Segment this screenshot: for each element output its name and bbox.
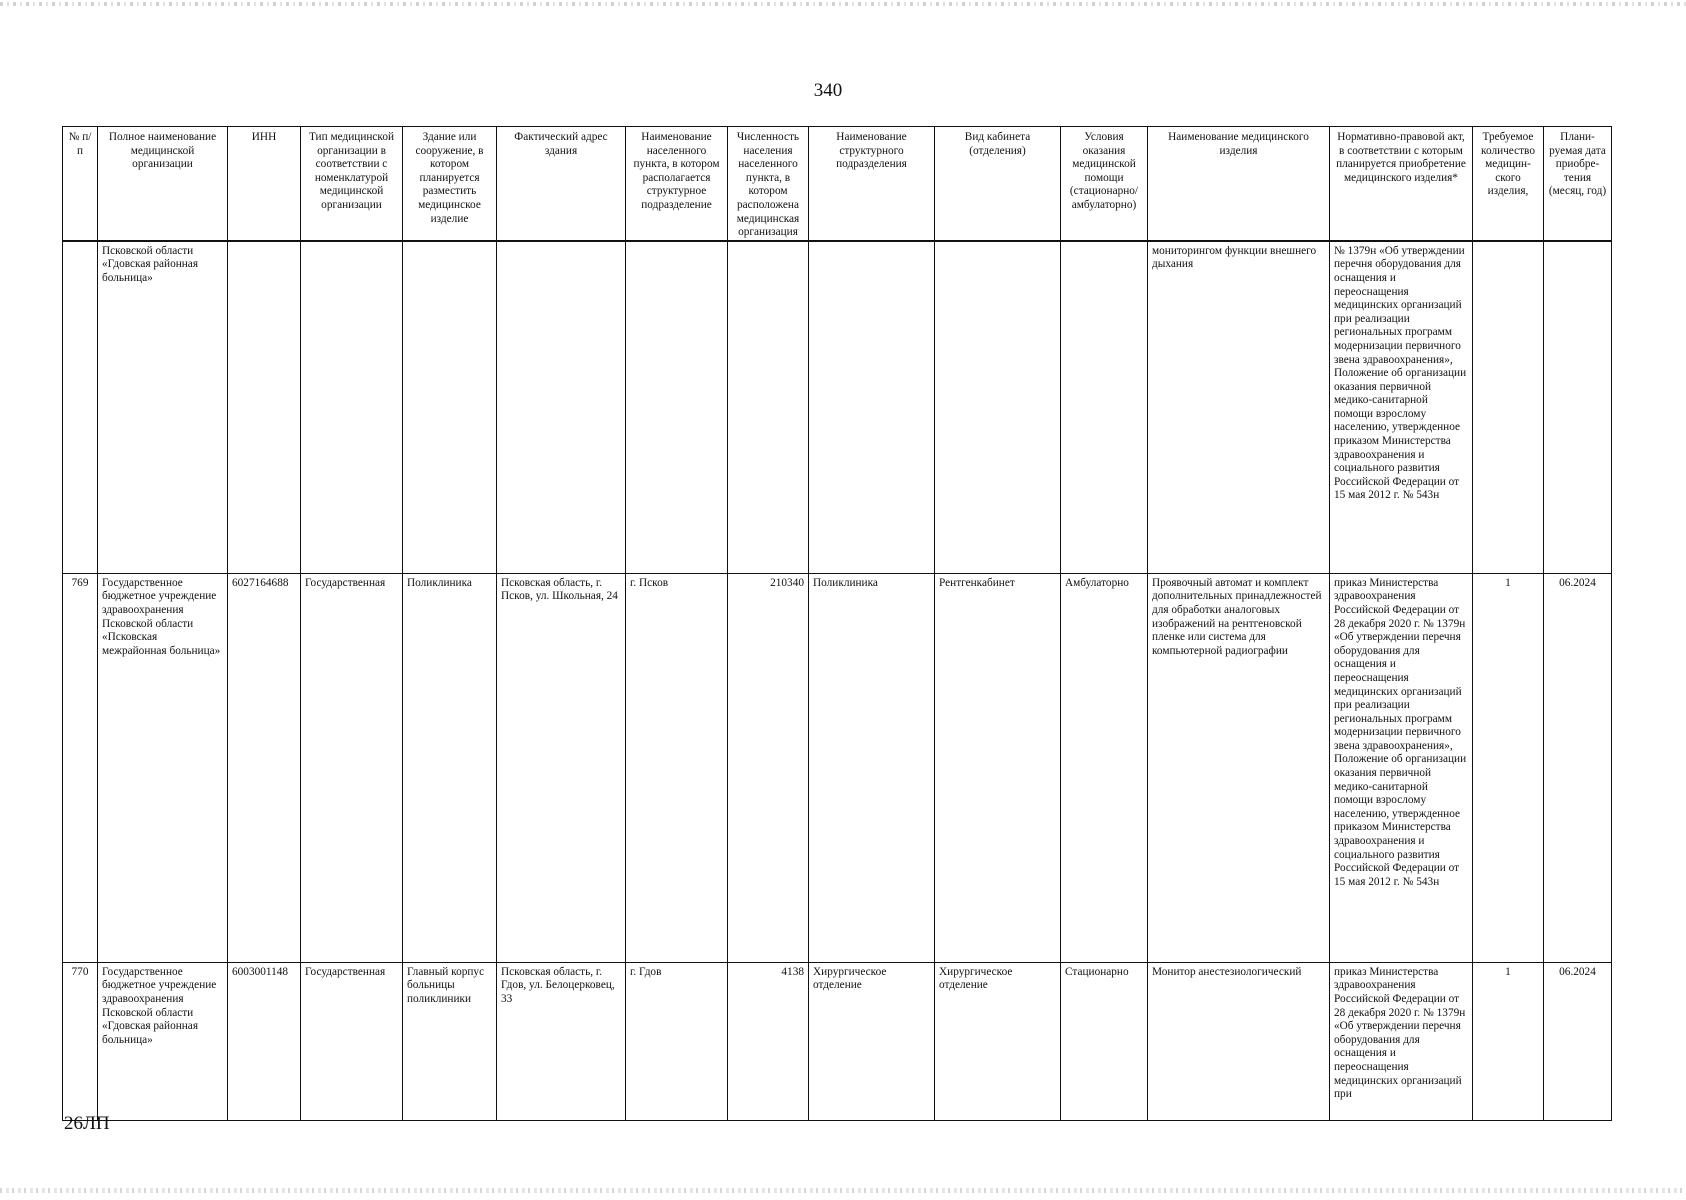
- header-act: Нормативно-правовой акт, в соответствии с которым планируется приобретение медицинского изделия*: [1330, 127, 1473, 241]
- header-cabinet: Вид кабинета (отделения): [935, 127, 1061, 241]
- scan-edge-top: [0, 2, 1686, 6]
- cell-device: Проявочный автомат и комплект дополнительных принадлежностей для обработки аналоговых изображений на рентгеновской пленке или система для компьютерной радиографии: [1148, 573, 1330, 962]
- cell-conditions: Стационарно: [1061, 962, 1148, 1120]
- cell-conditions: [1061, 241, 1148, 574]
- cell-address: Псковская область, г. Гдов, ул. Белоцерковец, 33: [497, 962, 626, 1120]
- header-num: № п/п: [63, 127, 98, 241]
- cell-act: приказ Министерства здравоохранения Российской Федерации от 28 декабря 2020 г. № 1379н «Об утверждении перечня оборудования для оснащения и переоснащения медицинских организаций при реализации региональных программ модернизации первичного звена здравоохранения», Положение об организации оказания первичной медико-санитарной помощи взрослому населению, утвержденное приказом Министерства здравоохранения и социального развития Российской Федерации от 15 мая 2012 г. № 543н: [1330, 573, 1473, 962]
- cell-cabinet: Хирургическое отделение: [935, 962, 1061, 1120]
- table-row: [63, 962, 1612, 1120]
- header-date: Плани-руемая дата приобре-тения (месяц, год): [1544, 127, 1612, 241]
- cell-type: Государственная: [301, 962, 403, 1120]
- cell-inn: 6027164688: [228, 573, 301, 962]
- table-row: [63, 573, 1612, 962]
- cell-unit: Хирургическое отделение: [809, 962, 935, 1120]
- cell-unit: [809, 241, 935, 574]
- cell-act: приказ Министерства здравоохранения Российской Федерации от 28 декабря 2020 г. № 1379н «Об утверждении перечня оборудования для оснащения и переоснащения медицинских организаций при: [1330, 962, 1473, 1120]
- cell-num: [63, 241, 98, 574]
- cell-cabinet: Рентгенкабинет: [935, 573, 1061, 962]
- cell-qty: 1: [1473, 962, 1544, 1120]
- cell-cabinet: [935, 241, 1061, 574]
- cell-device: мониторингом функции внешнего дыхания: [1148, 241, 1330, 574]
- header-org: Полное наименование медицинской организации: [98, 127, 228, 241]
- header-inn: ИНН: [228, 127, 301, 241]
- header-type: Тип медицинской организации в соответствии с номенклатурой медицинской организации: [301, 127, 403, 241]
- cell-address: Псковская область, г. Псков, ул. Школьная, 24: [497, 573, 626, 962]
- cell-num: 770: [63, 962, 98, 1120]
- cell-date: 06.2024: [1544, 962, 1612, 1120]
- cell-unit: Поликлиника: [809, 573, 935, 962]
- cell-num: 769: [63, 573, 98, 962]
- page-number: 340: [813, 80, 843, 101]
- cell-inn: 6003001148: [228, 962, 301, 1120]
- medical-device-table: [62, 126, 1612, 1121]
- cell-inn: [228, 241, 301, 574]
- scan-edge-bottom: [0, 1188, 1686, 1193]
- cell-act: № 1379н «Об утверждении перечня оборудования для оснащения и переоснащения медицинских организаций при реализации региональных программ модернизации первичного звена здравоохранения», Положение об организации оказания первичной медико-санитарной помощи взрослому населению, утвержденное приказом Министерства здравоохранения и социального развития Российской Федерации от 15 мая 2012 г. № 543н: [1330, 241, 1473, 574]
- cell-date: [1544, 241, 1612, 574]
- header-address: Фактический адрес здания: [497, 127, 626, 241]
- cell-building: Главный корпус больницы поликлиники: [403, 962, 497, 1120]
- table-row: [63, 241, 1612, 574]
- cell-org: Государственное бюджетное учреждение здравоохранения Псковской области «Псковская межрайонная больница»: [98, 573, 228, 962]
- cell-population: 210340: [728, 573, 809, 962]
- cell-qty: 1: [1473, 573, 1544, 962]
- cell-type: Государственная: [301, 573, 403, 962]
- cell-population: 4138: [728, 962, 809, 1120]
- table-header-row: [63, 127, 1612, 241]
- cell-date: 06.2024: [1544, 573, 1612, 962]
- header-device: Наименование медицинского изделия: [1148, 127, 1330, 241]
- cell-qty: [1473, 241, 1544, 574]
- cell-org: Государственное бюджетное учреждение здравоохранения Псковской области «Гдовская районная больница»: [98, 962, 228, 1120]
- cell-population: [728, 241, 809, 574]
- footer-document-code: 26ЛП: [64, 1113, 110, 1134]
- header-unit: Наименование структурного подразделения: [809, 127, 935, 241]
- cell-device: Монитор анестезиологический: [1148, 962, 1330, 1120]
- cell-locality: г. Гдов: [626, 962, 728, 1120]
- cell-type: [301, 241, 403, 574]
- cell-address: [497, 241, 626, 574]
- cell-building: [403, 241, 497, 574]
- cell-conditions: Амбулаторно: [1061, 573, 1148, 962]
- cell-org: Псковской области «Гдовская районная больница»: [98, 241, 228, 574]
- cell-locality: [626, 241, 728, 574]
- cell-locality: г. Псков: [626, 573, 728, 962]
- cell-building: Поликлиника: [403, 573, 497, 962]
- header-population: Численность населения населенного пункта, в котором расположена медицинская организация: [728, 127, 809, 241]
- header-conditions: Условия оказания медицинской помощи (стационарно/ амбулаторно): [1061, 127, 1148, 241]
- header-building: Здание или сооружение, в котором планируется разместить медицинское изделие: [403, 127, 497, 241]
- header-locality: Наименование населенного пункта, в котором располагается структурное подразделение: [626, 127, 728, 241]
- header-qty: Требуемое количество медицин-ского изделия,: [1473, 127, 1544, 241]
